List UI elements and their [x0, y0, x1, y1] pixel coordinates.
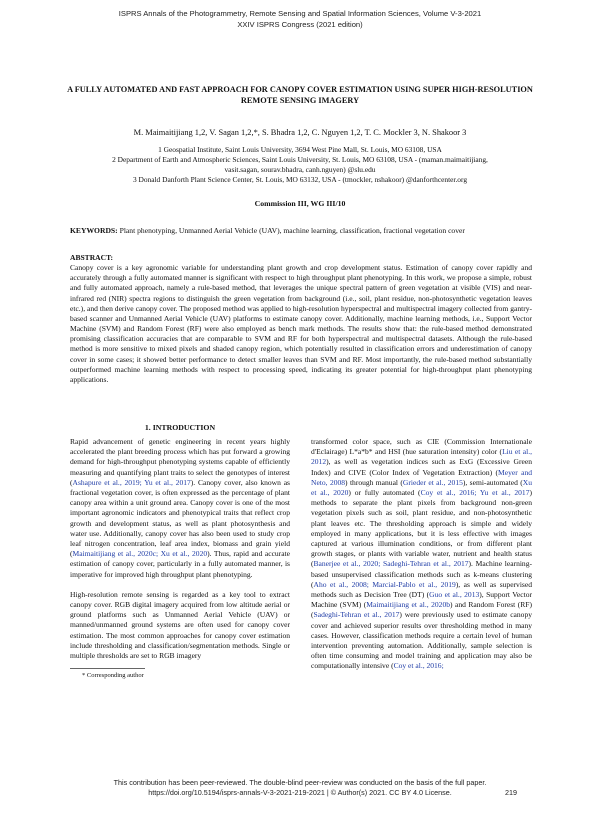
intro-paragraph-1: [70, 437, 290, 580]
footnote-corresponding-author: * Corresponding author: [82, 672, 144, 679]
intro-paragraph-2: High-resolution remote sensing is regarded as a key tool to extract canopy cover. RGB digital imagery acquired from low altitude aerial or ground platforms such as Unmanned Aerial Vehicle (UAV) or manned/unmanned ground systems are often used for canopy cover estimation. The most common approaches for canopy cover estimation include thresholding and classification/segmentation methods. Single or multiple thresholds are set to RGB imagery: [70, 589, 290, 661]
abstract: [70, 253, 532, 385]
text-run: ), as well as supervised methods such as Decision Tree (DT) (: [311, 579, 532, 600]
text-run: ). Canopy cover, also known as fractional vegetation cover, is often expressed as the percentage of plant canopy area within a unit ground area. Canopy cover is one of the most important agronomic indicators and phenotypical traits that reflect crop growth and development status, as well as plant photosynthesis and water use. Additionally, canopy cover has also been used to study crop leaf nitrogen concentration, leaf area index, biomass and grain yield (: [70, 477, 290, 559]
text-run: transformed color space, such as CIE (Commission Internationale d'Eclairage) L*a*b* and HSI (hue saturation intensity) color (: [311, 437, 532, 457]
keywords-label: KEYWORDS:: [70, 226, 118, 235]
affiliation-3: 3 Donald Danforth Plant Science Center, St. Louis, MO 63132, USA - (tmockler, nshakoor) @danforthcenter.org: [132, 175, 468, 184]
abstract-body: Canopy cover is a key agronomic variable for understanding plant growth and crop development status. Estimation of canopy cover rapidly and accurately through a fully automated manner is significant with respect to high throughput plant phenotyping. In this work, we propose a simple, robust and fully automated approach, namely a rule-based method, that leverages the unique spectral pattern of green vegetation at visible (VIS) and near-infrared red (NIR) spectra regions to distinguish the green vegetation from background (i.e., soil, plant residue, non-photosynthetic vegetation leaves etc.), and then derive canopy cover. The proposed method was applied to high-resolution hyperspectral and multispectral imagery collected from gantry-based scanner and Unmanned Aerial Vehicle (UAV) platforms to estimate canopy cover. Additionally, machine learning methods, i.e., Support Vector Machine (SVM) and Random Forest (RF) were also employed as bench mark methods. The results show that: the rule-based method demonstrated promising classification accuracies that are comparable to SVM and RF for both hyperspectral and multispectral datasets. Although the rule-based method is more sensitive to mixed pixels and shaded canopy region, which potentially resulted in classification errors and underestimation of canopy cover in some cases; it showed better performance to detect smaller leaves than SVM and RF. Most importantly, the rule-based method substantially outperformed machine learning methods with respect to processing speed, indicating its greater potential for high-throughput plant phenotyping applications.: [70, 263, 532, 384]
left-column: [70, 437, 290, 661]
text-run: ) were previously used to estimate canopy cover and achieved superior results over thresholding method in many cases. However, classification methods require a certain level of human intervention preventing automation. Additionally, sample selection is often time consuming and model training and application may also be computationally intensive (: [311, 610, 532, 671]
section-heading-introduction: 1. INTRODUCTION: [144, 423, 216, 432]
text-run: Rapid advancement of genetic engineering in recent years highly accelerated the plant breeding process which has put forward a growing demand for high-throughput phenotyping systems capable of efficiently measuring and quantifying plant traits to select the genotypes of interest (: [70, 437, 290, 487]
journal-header-line1: ISPRS Annals of the Photogrammetry, Remote Sensing and Spatial Information Sciences, Volume V-3-2021: [118, 9, 482, 18]
text-run: ), Support Vector Machine (SVM) (: [311, 590, 532, 610]
journal-header: [0, 9, 600, 30]
affiliations: [40, 145, 560, 185]
keywords-text: Plant phenotyping, Unmanned Aerial Vehicle (UAV), machine learning, classification, fractional vegetation cover: [119, 226, 465, 235]
citation-link[interactable]: Liu et al., 2012: [311, 447, 532, 467]
citation-link[interactable]: Coy et al., 2016;: [393, 661, 444, 671]
affiliation-2: 2 Department of Earth and Atmospheric Sciences, Saint Louis University, St. Louis, MO 63108, USA - (maman.maimaitijiang,: [112, 155, 488, 164]
text-run: ) and Random Forest (RF) (: [311, 600, 533, 620]
text-run: ) or fully automated (: [348, 488, 421, 498]
citation-link[interactable]: Grieder et al., 2015: [402, 477, 463, 487]
citation-link[interactable]: Sadeghi-Tehran et al., 2017: [313, 610, 400, 620]
commission-label: Commission III, WG III/10: [254, 199, 346, 208]
affiliation-1: 1 Geospatial Institute, Saint Louis University, 3694 West Pine Mall, St. Louis, MO 63108, USA: [158, 145, 442, 154]
citation-link[interactable]: Banerjee et al., 2020; Sadeghi-Tehran et al., 2017: [313, 559, 469, 569]
page-number: 219: [505, 788, 517, 797]
journal-header-line2: XXIV ISPRS Congress (2021 edition): [237, 19, 363, 29]
affiliation-2-emails: vasit.sagan, sourav.bhadra, canh.nguyen) @slu.edu: [224, 165, 376, 174]
text-run: ) through manual (: [345, 477, 403, 487]
abstract-heading: ABSTRACT:: [70, 253, 114, 262]
citation-link[interactable]: Guo et al., 2013: [429, 590, 480, 600]
text-run: ) methods to separate the plant pixels from background non-green vegetation pixels such as soil, plant residue, and non-photosynthetic plant leaves etc. The thresholding approach is simple and widely employed in many applications, but it is less effective with images captured at various illumination conditions, or from different plant growth stages, or plants with variable water, nutrient and health status (: [311, 488, 532, 569]
citation-link[interactable]: Ashapure et al., 2019; Yu et al., 2017: [72, 477, 191, 487]
footer-review-note: This contribution has been peer-reviewed. The double-blind peer-review was conducted on the basis of the full paper.: [113, 778, 487, 787]
author-text: M. Maimaitijiang 1,2, V. Sagan 1,2,*, S. Bhadra 1,2, C. Nguyen 1,2, T. C. Mockler 3, N. Shakoor 3: [133, 128, 467, 137]
footnote-divider: [70, 668, 145, 669]
citation-link[interactable]: Xu et al., 2020: [311, 477, 533, 498]
citation-link[interactable]: Maimaitijiang et al., 2020c; Xu et al., 2020: [72, 549, 208, 559]
citation-link[interactable]: Maimaitijiang et al., 2020b: [366, 600, 450, 610]
citation-link[interactable]: Aho et al., 2008; Marcial-Pablo et al., 2019: [313, 579, 456, 589]
citation-link[interactable]: Meyer and Neto, 2008: [311, 467, 532, 487]
footer-doi-license[interactable]: https://doi.org/10.5194/isprs-annals-V-3-2021-219-2021 | © Author(s) 2021. CC BY 4.0 License.: [148, 787, 452, 797]
intro-paragraph-2-continued: [311, 437, 532, 672]
author-list: [40, 128, 560, 137]
text-run: ). Thus, rapid and accurate estimation of canopy cover, particularly in a fully automated manner, is imperative for improved high throughput plant phenotyping.: [70, 549, 290, 579]
text-run: ), as well as vegetation indices such as ExG (Excessive Green Index) and CIVE (Color Index of Vegetation Extraction) (: [311, 457, 532, 477]
keywords: [70, 226, 540, 235]
citation-link[interactable]: Coy et al., 2016; Yu et al., 2017: [420, 488, 530, 498]
right-column: [311, 437, 532, 672]
text-run: ), semi-automated (: [462, 477, 523, 487]
paper-title: A FULLY AUTOMATED AND FAST APPROACH FOR CANOPY COVER ESTIMATION USING SUPER HIGH-RESOLUTION REMOTE SENSING IMAGERY: [67, 85, 533, 105]
text-run: ). Machine learning-based unsupervised classification methods such as k-means clustering (: [311, 559, 532, 589]
